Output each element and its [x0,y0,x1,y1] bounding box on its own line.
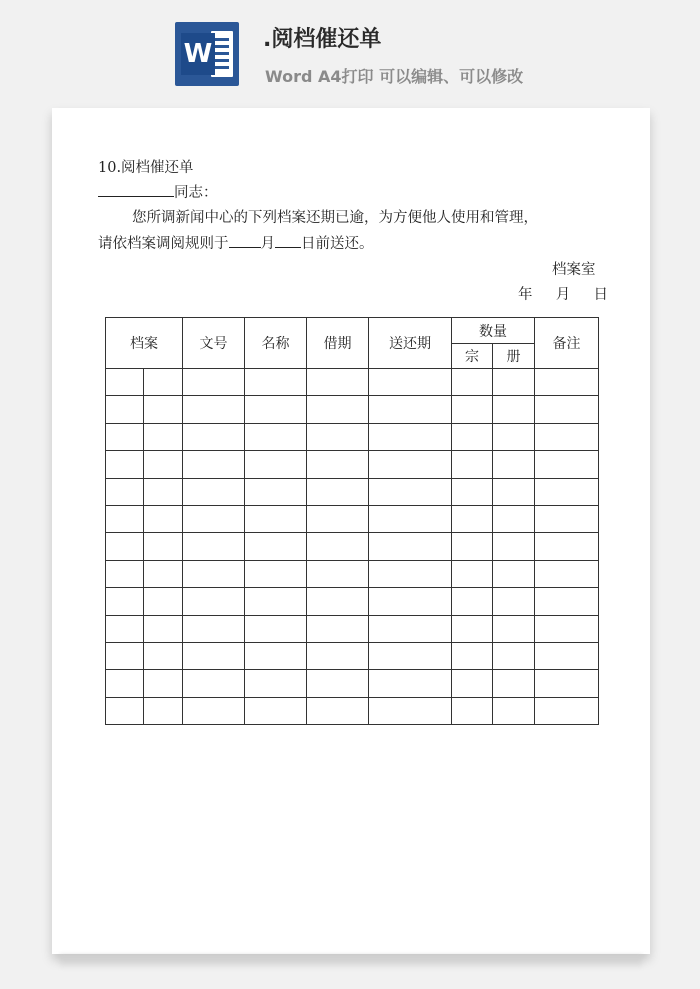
month-blank[interactable] [229,234,261,248]
table-cell[interactable] [535,533,599,560]
table-cell[interactable] [535,423,599,450]
col-return-date: 送还期 [369,318,452,369]
table-cell[interactable] [452,396,493,423]
table-cell[interactable] [535,505,599,532]
table-cell[interactable] [452,451,493,478]
table-cell[interactable] [369,478,452,505]
table-cell[interactable] [452,615,493,642]
table-cell[interactable] [245,451,307,478]
document-page [52,108,650,954]
table-cell[interactable] [493,670,535,697]
table-cell[interactable] [106,423,144,450]
table-cell[interactable] [493,396,535,423]
header-banner [0,0,700,105]
table-cell[interactable] [106,588,144,615]
table-cell[interactable] [535,396,599,423]
table-cell[interactable] [307,478,369,505]
table-row [106,642,599,669]
table-cell[interactable] [493,615,535,642]
table-cell[interactable] [493,369,535,396]
table-cell[interactable] [307,670,369,697]
table-cell[interactable] [307,588,369,615]
table-cell[interactable] [493,642,535,669]
table-cell[interactable] [452,697,493,724]
table-cell[interactable] [307,423,369,450]
table-cell[interactable] [535,478,599,505]
table-row [106,396,599,423]
table-cell[interactable] [183,560,245,587]
table-cell[interactable] [493,423,535,450]
col-name: 名称 [245,318,307,369]
table-cell[interactable] [183,451,245,478]
table-cell[interactable] [144,451,183,478]
salutation-line [98,181,218,202]
table-cell[interactable] [535,670,599,697]
table-cell[interactable] [144,533,183,560]
table-cell[interactable] [106,451,144,478]
table-cell[interactable] [245,369,307,396]
table-cell[interactable] [183,642,245,669]
table-cell[interactable] [106,369,144,396]
col-quantity-zong: 宗 [452,344,493,369]
signature-date [518,283,608,304]
table-cell[interactable] [369,369,452,396]
form-heading: 10.阅档催还单 [98,160,194,176]
col-doc-no: 文号 [183,318,245,369]
table-cell[interactable] [369,560,452,587]
signature-dept: 档案室 [552,262,596,278]
table-cell[interactable] [493,451,535,478]
table-cell[interactable] [369,642,452,669]
table-row [106,615,599,642]
table-cell[interactable] [144,588,183,615]
archive-table [105,317,599,725]
table-cell[interactable] [369,451,452,478]
table-cell[interactable] [245,396,307,423]
table-cell[interactable] [452,642,493,669]
table-cell[interactable] [535,642,599,669]
table-row [106,451,599,478]
col-quantity-ce: 册 [493,344,535,369]
table-row [106,588,599,615]
table-cell[interactable] [452,588,493,615]
table-cell[interactable] [307,560,369,587]
table-cell[interactable] [369,423,452,450]
body-line-2 [98,232,374,253]
table-cell[interactable] [369,670,452,697]
date-year: 年 [518,287,533,303]
table-cell[interactable] [183,697,245,724]
table-body [106,369,599,725]
table-row [106,697,599,724]
table-cell[interactable] [369,505,452,532]
table-cell[interactable] [144,697,183,724]
table-cell[interactable] [245,588,307,615]
table-cell[interactable] [245,478,307,505]
table-cell[interactable] [452,670,493,697]
table-row [106,505,599,532]
table-cell[interactable] [245,505,307,532]
col-remarks: 备注 [535,318,599,369]
table-cell[interactable] [535,560,599,587]
table-cell[interactable] [183,533,245,560]
table-cell[interactable] [183,670,245,697]
table-cell[interactable] [106,396,144,423]
date-day: 日 [593,287,608,303]
table-cell[interactable] [144,670,183,697]
table-cell[interactable] [245,423,307,450]
table-cell[interactable] [183,369,245,396]
table-cell[interactable] [144,369,183,396]
table-cell[interactable] [245,697,307,724]
table-cell[interactable] [369,588,452,615]
table-cell[interactable] [144,396,183,423]
table-row [106,560,599,587]
table-cell[interactable] [307,451,369,478]
body-line-1: 您所调新闻中心的下列档案还期已逾，为方便他人使用和管理， [132,210,538,226]
table-header-row [106,318,599,344]
table-cell[interactable] [183,478,245,505]
table-cell[interactable] [452,505,493,532]
body-line-2-prefix: 请依档案调阅规则于 [98,236,229,252]
table-cell[interactable] [144,423,183,450]
document-subtitle: Word A4打印 可以编辑、可以修改 [265,67,524,86]
table-cell[interactable] [493,505,535,532]
table-cell[interactable] [452,560,493,587]
table-cell[interactable] [369,396,452,423]
table-cell[interactable] [245,615,307,642]
table-cell[interactable] [245,533,307,560]
body-month: 月 [260,236,275,252]
table-cell[interactable] [144,560,183,587]
table-cell[interactable] [144,505,183,532]
table-cell[interactable] [106,505,144,532]
table-cell[interactable] [452,369,493,396]
table-cell[interactable] [369,533,452,560]
date-month: 月 [555,287,571,303]
table-cell[interactable] [183,615,245,642]
table-cell[interactable] [369,697,452,724]
table-cell[interactable] [493,588,535,615]
table-row [106,533,599,560]
table-row [106,478,599,505]
table-cell[interactable] [106,697,144,724]
table-cell[interactable] [106,670,144,697]
table-cell[interactable] [369,615,452,642]
day-blank[interactable] [275,234,301,248]
table-cell[interactable] [106,478,144,505]
word-doc-icon [175,22,239,86]
table-cell[interactable] [452,533,493,560]
name-blank[interactable] [98,183,174,197]
col-archive: 档案 [106,318,183,369]
table-cell[interactable] [106,533,144,560]
body-day-suffix: 日前送还。 [301,236,374,252]
table-cell[interactable] [535,697,599,724]
table-cell[interactable] [535,451,599,478]
table-cell[interactable] [452,423,493,450]
table-cell[interactable] [493,697,535,724]
page-shadow [60,955,642,969]
table-cell[interactable] [493,478,535,505]
table-cell[interactable] [144,615,183,642]
salutation-suffix: 同志： [174,185,218,201]
table-cell[interactable] [307,505,369,532]
table-cell[interactable] [307,396,369,423]
table-row [106,670,599,697]
table-cell[interactable] [307,369,369,396]
table-cell[interactable] [183,396,245,423]
col-borrow-date: 借期 [307,318,369,369]
table-row [106,369,599,396]
word-letter: W [181,33,215,75]
table-cell[interactable] [535,588,599,615]
table-cell[interactable] [183,423,245,450]
table-cell[interactable] [183,588,245,615]
table-cell[interactable] [307,642,369,669]
table-cell[interactable] [144,642,183,669]
table-cell[interactable] [106,615,144,642]
table-cell[interactable] [307,533,369,560]
table-cell[interactable] [183,505,245,532]
table-cell[interactable] [493,533,535,560]
table-cell[interactable] [535,615,599,642]
document-title: .阅档催还单 [263,27,382,52]
table-cell[interactable] [106,642,144,669]
table-cell[interactable] [245,560,307,587]
table-cell[interactable] [144,478,183,505]
table-cell[interactable] [245,642,307,669]
table-cell[interactable] [106,560,144,587]
table-cell[interactable] [245,670,307,697]
col-quantity: 数量 [452,318,535,344]
table-cell[interactable] [493,560,535,587]
table-cell[interactable] [452,478,493,505]
table-cell[interactable] [535,369,599,396]
table-cell[interactable] [307,615,369,642]
table-cell[interactable] [307,697,369,724]
table-row [106,423,599,450]
